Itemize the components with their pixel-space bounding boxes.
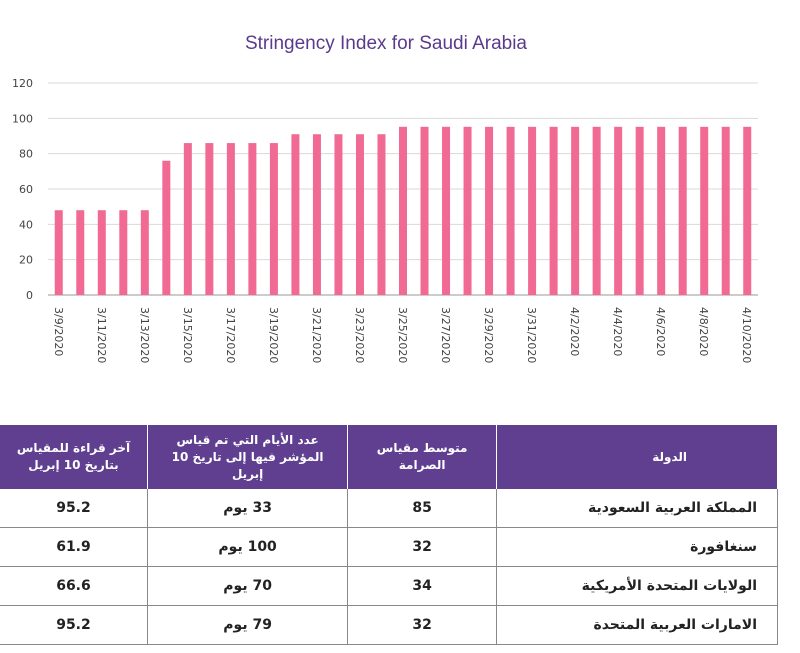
x-tick-label: 3/17/2020 <box>223 307 237 364</box>
header-average: متوسط مقياس الصرامة <box>348 425 497 489</box>
y-tick-label: 60 <box>19 183 33 196</box>
cell-last-reading: 61.9 <box>0 528 147 567</box>
y-tick-label: 80 <box>19 147 33 161</box>
bar <box>464 127 472 295</box>
table-row <box>0 489 778 528</box>
y-tick-label: 120 <box>12 77 33 90</box>
y-tick-label: 20 <box>19 253 33 267</box>
cell-country: سنغافورة <box>497 528 778 567</box>
cell-country: الامارات العربية المتحدة <box>497 606 778 645</box>
bar <box>227 143 235 295</box>
y-tick-label: 100 <box>12 112 33 126</box>
x-tick-label: 4/4/2020 <box>611 307 625 357</box>
table-row <box>0 606 778 645</box>
y-tick-label: 0 <box>26 289 33 302</box>
bar <box>421 127 429 295</box>
table-row <box>0 528 778 567</box>
table-row <box>0 567 778 606</box>
bar <box>334 134 342 295</box>
bar <box>55 210 63 295</box>
bar <box>700 127 708 295</box>
bar <box>722 127 730 295</box>
bar <box>119 210 127 295</box>
bar <box>743 127 751 295</box>
cell-average: 32 <box>348 606 497 645</box>
bar <box>76 210 84 295</box>
y-tick-label: 40 <box>19 218 33 232</box>
x-tick-label: 3/29/2020 <box>482 307 496 364</box>
cell-country: الولايات المتحدة الأمريكية <box>497 567 778 606</box>
bar <box>614 127 622 295</box>
x-tick-label: 4/10/2020 <box>740 307 754 364</box>
bar <box>141 210 149 295</box>
bar <box>528 127 536 295</box>
bar <box>679 127 687 295</box>
header-days-measured: عدد الأيام التي تم قياس المؤشر فيها إلى تاريخ 10 إبريل <box>147 425 347 489</box>
bar <box>377 134 385 295</box>
bar <box>184 143 192 295</box>
x-tick-label: 3/15/2020 <box>180 307 194 364</box>
x-tick-label: 3/31/2020 <box>525 307 539 364</box>
chart-title: Stringency Index for Saudi Arabia <box>244 33 527 54</box>
bar <box>442 127 450 295</box>
x-tick-label: 3/11/2020 <box>94 307 108 364</box>
cell-average: 85 <box>348 489 497 528</box>
bar <box>205 143 213 295</box>
x-tick-label: 3/25/2020 <box>396 307 409 364</box>
bar <box>550 127 558 295</box>
bar <box>291 134 299 295</box>
cell-country: المملكة العربية السعودية <box>497 489 778 528</box>
bar <box>98 210 106 295</box>
bar <box>356 134 364 295</box>
header-country: الدولة <box>497 425 778 489</box>
x-tick-label: 4/6/2020 <box>654 307 668 357</box>
x-tick-label: 3/23/2020 <box>352 307 366 364</box>
bar <box>657 127 665 295</box>
cell-days-measured: 70 يوم <box>147 567 347 606</box>
x-tick-label: 3/13/2020 <box>137 307 151 364</box>
cell-days-measured: 100 يوم <box>147 528 347 567</box>
cell-last-reading: 95.2 <box>0 489 147 528</box>
cell-average: 32 <box>348 528 497 567</box>
cell-last-reading: 66.6 <box>0 567 147 606</box>
x-tick-label: 3/27/2020 <box>439 307 453 364</box>
stringency-comparison-table <box>0 425 778 645</box>
x-tick-label: 3/21/2020 <box>309 307 323 364</box>
table-header-row <box>0 425 778 489</box>
x-tick-label: 3/9/2020 <box>51 307 65 357</box>
bar <box>571 127 579 295</box>
header-last-reading: آخر قراءة للمقياس بتاريخ 10 إبريل <box>0 425 147 489</box>
bar <box>485 127 493 295</box>
bar <box>593 127 601 295</box>
bar <box>399 127 407 295</box>
bar <box>270 143 278 295</box>
x-tick-label: 3/19/2020 <box>266 307 280 364</box>
bar <box>248 143 256 295</box>
cell-average: 34 <box>348 567 497 606</box>
cell-days-measured: 33 يوم <box>147 489 347 528</box>
cell-days-measured: 79 يوم <box>147 606 347 645</box>
bar <box>313 134 321 295</box>
cell-last-reading: 95.2 <box>0 606 147 645</box>
bar <box>636 127 644 295</box>
bar <box>162 161 170 295</box>
x-tick-label: 4/2/2020 <box>568 307 582 357</box>
x-tick-label: 4/8/2020 <box>697 307 711 357</box>
bar <box>507 127 515 295</box>
